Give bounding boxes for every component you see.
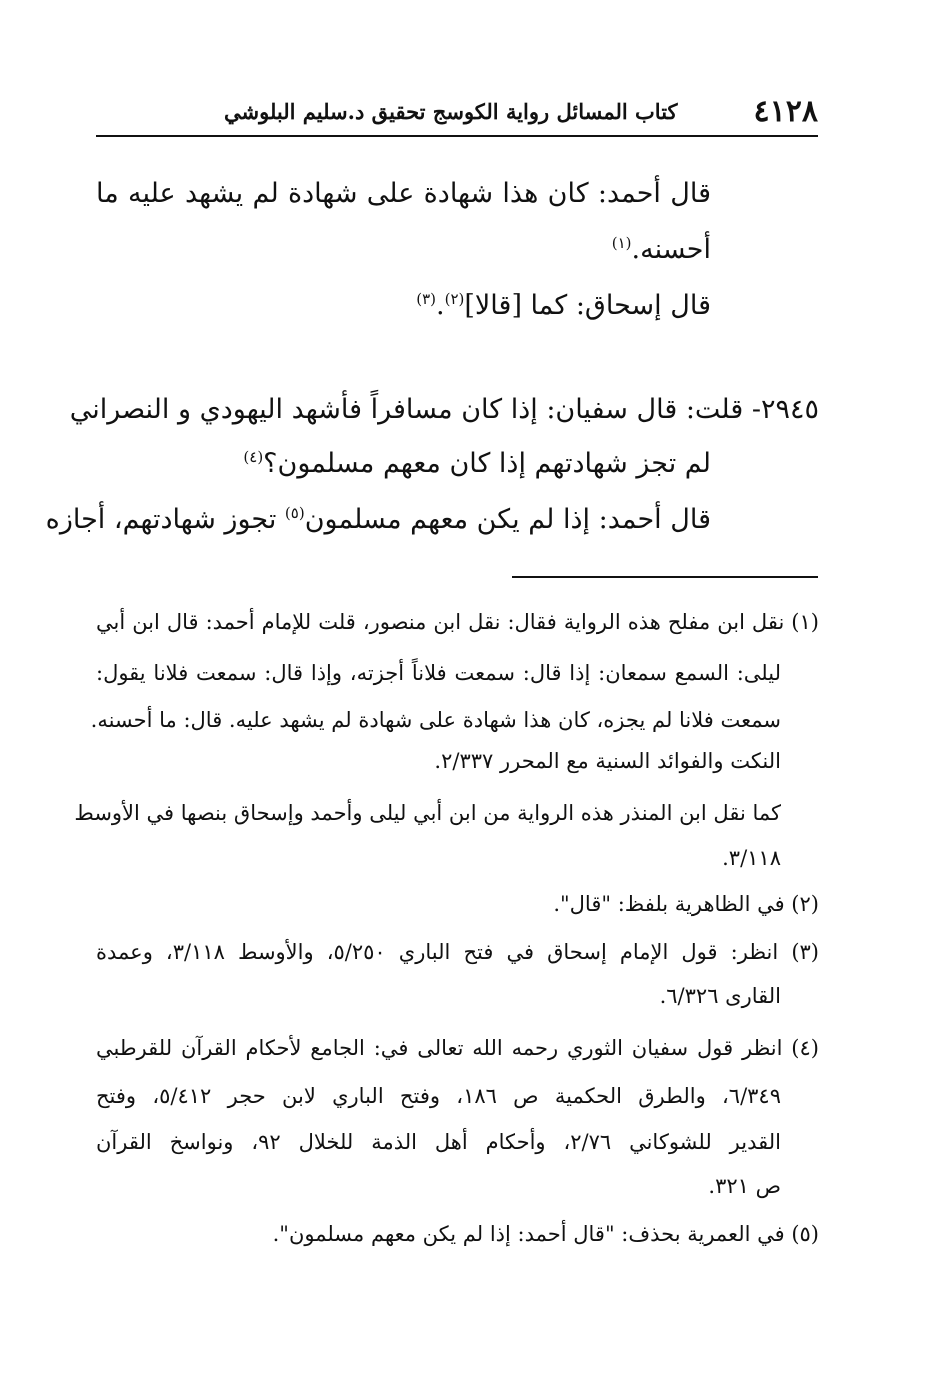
footnote-line: القارى ٦/٣٢٦. <box>659 984 781 1008</box>
footnote-line: كما نقل ابن المنذر هذه الرواية من ابن أبي ليلى وأحمد وإسحاق بنصها في الأوسط <box>74 801 781 825</box>
footnote-line: (١) نقل ابن مفلح هذه الرواية فقال: نقل ابن منصور، قلت للإمام أحمد: قال ابن أبي <box>96 610 819 634</box>
main-text: . <box>436 290 445 321</box>
footnote-line: (٢) في الظاهرية بلفظ: "قال". <box>553 892 819 916</box>
footnote-line: سمعت فلانا لم يجزه، كان هذا شهادة على شهادة لم يشهد عليه. قال: ما أحسنه. <box>90 708 781 732</box>
main-text: تجوز شهادتهم، أجازه <box>45 504 285 535</box>
running-title: كتاب المسائل رواية الكوسج تحقيق د.سليم البلوشي <box>224 99 678 124</box>
footnote-line: ص ٣٢١. <box>708 1174 781 1198</box>
main-text: قال إسحاق: كما [قالا] <box>464 290 711 321</box>
main-text: أحسنه. <box>631 234 711 265</box>
footnote-line: (٤) انظر قول سفيان الثوري رحمه الله تعالى في: الجامع لأحكام القرآن للقرطبي <box>96 1036 819 1060</box>
main-text: قال أحمد: إذا لم يكن معهم مسلمون <box>304 504 711 535</box>
main-text-line: ٢٩٤٥- قلت: قال سفيان: إذا كان مسافراً فأشهد اليهودي و النصراني <box>69 394 819 425</box>
main-text-line <box>96 226 711 274</box>
footnote-ref: (١) <box>611 234 632 252</box>
footnote-line: النكت والفوائد السنية مع المحرر ٢/٣٣٧. <box>434 749 781 773</box>
header-rule <box>96 135 818 137</box>
footnote-ref: (٣) <box>416 290 436 308</box>
footnote-ref: (٢) <box>444 290 465 308</box>
main-text-line <box>96 282 711 330</box>
footnote-line: ٣/١١٨. <box>722 846 781 870</box>
footnote-line: القدير للشوكاني ٢/٧٦، وأحكام أهل الذمة للخلال ٩٢، ونواسخ القرآن <box>96 1130 781 1154</box>
footnote-ref: (٤) <box>243 448 264 466</box>
footnote-ref: (٥) <box>284 504 305 522</box>
footnote-line: (٥) في العمرية بحذف: "قال أحمد: إذا لم يكن معهم مسلمون". <box>272 1222 819 1246</box>
main-text-line: قال أحمد: كان هذا شهادة على شهادة لم يشهد عليه ما <box>96 178 711 209</box>
page-number: ٤١٢٨ <box>753 94 818 129</box>
main-text: لم تجز شهادتهم إذا كان معهم مسلمون؟ <box>263 448 711 479</box>
footnote-line: ٦/٣٤٩، والطرق الحكمية ص ١٨٦، وفتح الباري لابن حجر ٥/٤١٢، وفتح <box>96 1084 781 1108</box>
footnote-line: (٣) انظر: قول الإمام إسحاق في فتح الباري ٥/٢٥٠، والأوسط ٣/١١٨، وعمدة <box>96 940 819 964</box>
main-text-line <box>45 496 711 544</box>
footnote-separator <box>512 576 818 578</box>
footnote-line: ليلى: السمع سمعان: إذا قال: سمعت فلاناً أجزته، وإذا قال: سمعت فلانا يقول: <box>96 661 781 685</box>
main-text-line <box>96 440 711 488</box>
page-header <box>96 92 818 132</box>
